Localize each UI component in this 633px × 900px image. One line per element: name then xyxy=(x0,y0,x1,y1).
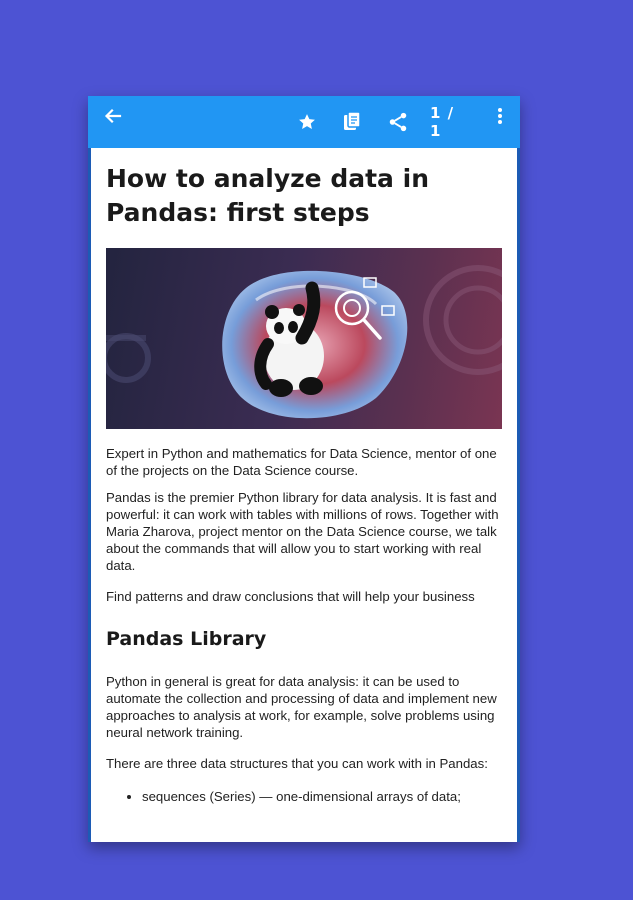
body-paragraph: There are three data structures that you can work with in Pandas: xyxy=(106,756,488,771)
page-counter: 1 / 1 xyxy=(430,104,455,140)
frame-border-right xyxy=(517,148,520,842)
document-viewer xyxy=(88,96,520,842)
section-heading: Pandas Library xyxy=(106,628,267,650)
body-paragraph: Python in general is great for data analysis: it can be used to automate the collection and processing of data and implement new approaches to analysis at work, for example, solve problems using neural network training. xyxy=(106,674,497,740)
bullet-list xyxy=(106,788,504,805)
share-icon xyxy=(387,111,409,133)
bookmark-button[interactable] xyxy=(292,96,322,148)
intro-paragraph: Expert in Python and mathematics for Data Science, mentor of one of the projects on the Data Science course. xyxy=(106,446,497,478)
arrow-left-icon xyxy=(104,107,122,125)
article-title: How to analyze data in Pandas: first steps xyxy=(106,164,429,227)
copy-icon xyxy=(342,111,362,133)
more-vertical-icon xyxy=(497,107,503,125)
hero-image xyxy=(106,248,502,429)
panda-illustration xyxy=(106,248,502,429)
article-content[interactable] xyxy=(106,148,504,838)
more-options-button[interactable] xyxy=(488,96,512,142)
list-item: • sequences (Series) — one-dimensional arrays of data; xyxy=(142,788,504,805)
toolbar xyxy=(88,96,520,148)
back-button[interactable] xyxy=(98,96,128,142)
copy-button[interactable] xyxy=(337,96,367,148)
body-paragraph: Find patterns and draw conclusions that will help your business xyxy=(106,589,475,604)
frame-border-left xyxy=(88,148,91,842)
body-paragraph: Pandas is the premier Python library for data analysis. It is fast and powerful: it can work with tables with millions of rows. Together with Maria Zharova, project mentor on the Data Science course, we talk about the commands that will allow you to start working with real data. xyxy=(106,490,499,573)
star-icon xyxy=(297,112,317,132)
share-button[interactable] xyxy=(383,96,413,148)
